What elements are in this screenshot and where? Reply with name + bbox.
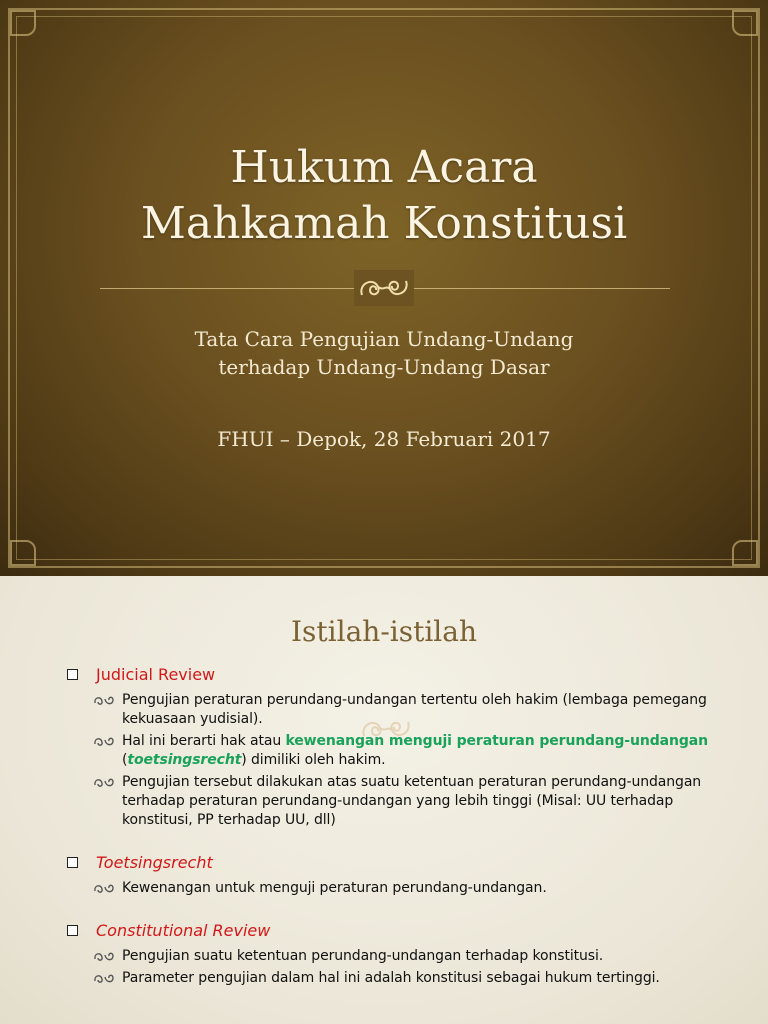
list-item-text: Pengujian suatu ketentuan perundang-undangan terhadap konstitusi. <box>122 948 604 964</box>
list-item <box>66 732 746 770</box>
place-date: FHUI – Depok, 28 Februari 2017 <box>217 427 551 451</box>
term-title-text: Judicial Review <box>96 665 216 684</box>
list-item-text: ( <box>122 752 128 768</box>
curl-bullet-icon <box>93 950 115 964</box>
curl-bullet-icon <box>93 694 115 708</box>
list-item <box>66 969 746 988</box>
list-item <box>66 947 746 966</box>
slide-subtitle <box>40 325 728 381</box>
list-item-text: Pengujian tersebut dilakukan atas suatu ketentuan peraturan perundang-undangan terhadap peraturan perundang-undangan yang lebih tinggi (Misal: UU terhadap konstitusi, PP terhadap UU, dll) <box>122 774 702 828</box>
list-item-text: Pengujian peraturan perundang-undangan tertentu oleh hakim (lembaga pemegang kekuasaan yudisial). <box>122 692 707 727</box>
term-section <box>66 918 746 988</box>
list-item-text: Hal ini berarti hak atau <box>122 733 286 749</box>
term-title <box>66 850 746 876</box>
square-bullet-icon <box>67 669 78 680</box>
list-item <box>66 691 746 729</box>
curl-bullet-icon <box>93 882 115 896</box>
slide-heading: Istilah-istilah <box>291 615 477 648</box>
square-bullet-icon <box>67 857 78 868</box>
curl-bullet-icon <box>93 972 115 986</box>
term-list <box>66 662 746 988</box>
slide-title <box>40 140 728 252</box>
curl-bullet-icon <box>93 776 115 790</box>
square-bullet-icon <box>67 925 78 936</box>
slide-subtitle-line: Tata Cara Pengujian Undang-Undang <box>194 327 574 351</box>
term-section <box>66 850 746 898</box>
list-item <box>66 879 746 898</box>
highlighted-term: toetsingsrecht <box>127 752 242 768</box>
list-item-text: Parameter pengujian dalam hal ini adalah konstitusi sebagai hukum tertinggi. <box>122 970 660 986</box>
slide-title-line: Mahkamah Konstitusi <box>140 198 628 249</box>
curl-bullet-icon <box>93 735 115 749</box>
term-title-text: Constitutional Review <box>96 921 271 940</box>
flourish-icon <box>354 270 414 306</box>
term-title <box>66 918 746 944</box>
list-item-text: Kewenangan untuk menguji peraturan perundang-undangan. <box>122 880 547 896</box>
term-title <box>66 662 746 688</box>
slide-subtitle-line: terhadap Undang-Undang Dasar <box>218 355 550 379</box>
highlighted-term: kewenangan menguji peraturan perundang-undangan <box>285 733 708 749</box>
slide-title-line: Hukum Acara <box>230 142 538 193</box>
content-slide <box>0 576 768 1024</box>
term-title-text: Toetsingsrecht <box>96 853 213 872</box>
list-item <box>66 773 746 830</box>
list-item-text: ) dimiliki oleh hakim. <box>241 752 386 768</box>
term-section <box>66 662 746 830</box>
